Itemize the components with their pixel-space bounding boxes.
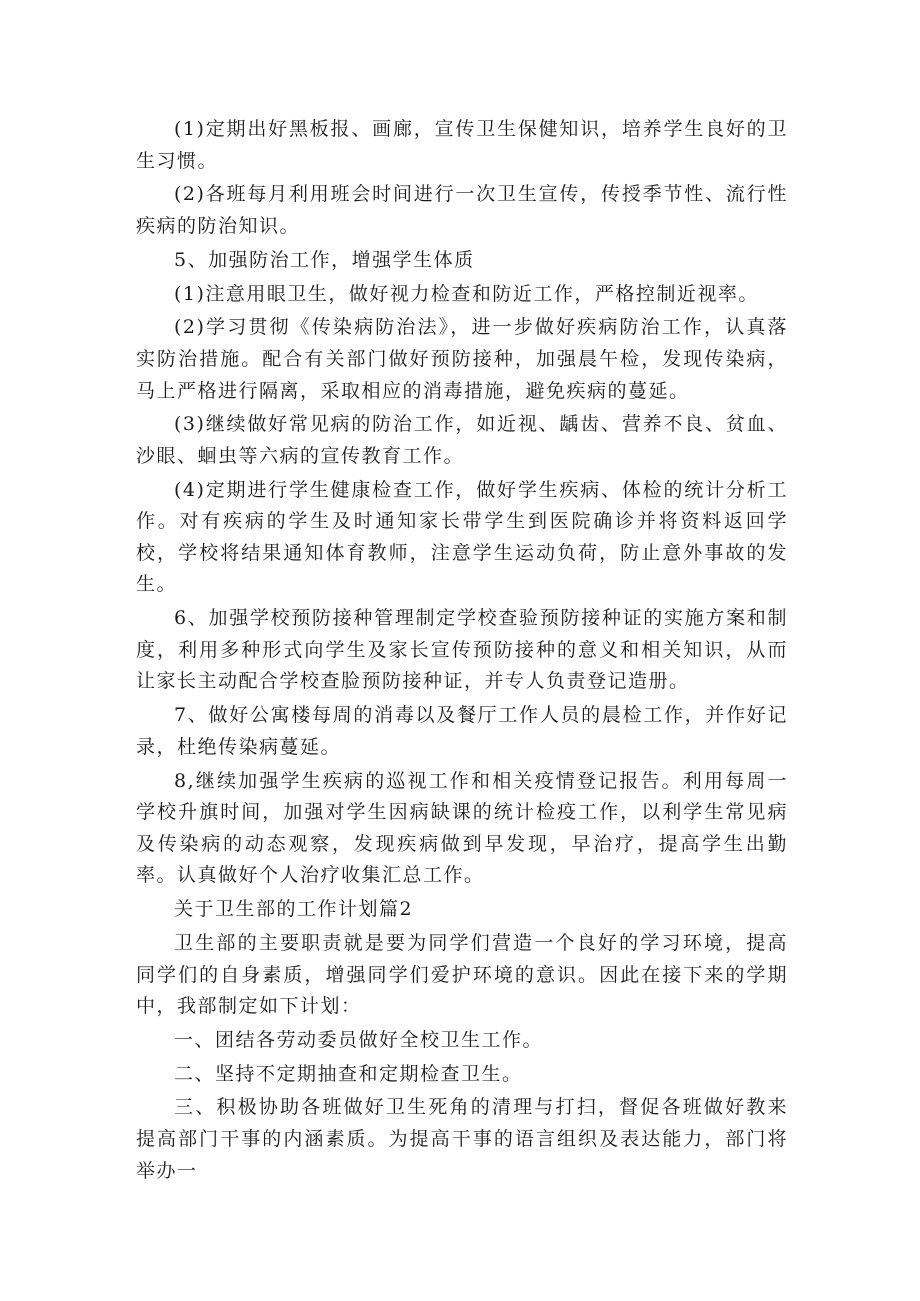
paragraph-plan-intro: 卫生部的主要职责就是要为同学们营造一个良好的学习环境，提高同学们的自身素质，增强同学们爱护环境的意识。因此在接下来的学期中，我部制定如下计划： [136,931,788,1018]
paragraph-item-8: 8,继续加强学生疾病的巡视工作和相关疫情登记报告。利用每周一学校升旗时间，加强对学生因病缺课的统计检疫工作，以利学生常见病及传染病的动态观察，发现疾病做到早发现，早治疗，提高学生出勤率。认真做好个人治疗收集汇总工作。 [136,769,788,887]
paragraph-plan-2: 二、坚持不定期抽查和定期检查卫生。 [174,1062,523,1085]
paragraph-prevention-1: (1)注意用眼卫生，做好视力检查和防近工作，严格控制近视率。 [174,282,759,305]
document-body [136,114,788,1189]
section-heading-5: 5、加强防治工作，增强学生体质 [174,248,475,271]
paragraph-item-6: 6、加强学校预防接种管理制定学校查验预防接种证的实施方案和制度，利用多种形式向学生及家长宣传预防接种的意义和相关知识，从而让家长主动配合学校查脸预防接种证，并专人负责登记造册。 [136,607,788,693]
paragraph-hygiene-1: (1)定期出好黑板报、画廊，宣传卫生保健知识，培养学生良好的卫生习惯。 [136,118,788,172]
paragraph-prevention-2: (2)学习贯彻《传染病防治法》，进一步做好疾病防治工作，认真落实防治措施。配合有关部门做好预防接种，加强晨午检，发现传染病，马上严格进行隔离，采取相应的消毒措施，避免疾病的蔓延。 [136,316,788,402]
paragraph-plan-1: 一、团结各劳动委员做好全校卫生工作。 [174,1028,544,1051]
paragraph-prevention-4: (4)定期进行学生健康检查工作，做好学生疾病、体检的统计分析工作。对有疾病的学生及时通知家长带学生到医院确诊并将资料返回学校，学校将结果通知体育教师，注意学生运动负荷，防止意外事故的发生。 [136,478,788,596]
paragraph-prevention-3: (3)继续做好常见病的防治工作，如近视、龋齿、营养不良、贫血、沙眼、蛔虫等六病的宣传教育工作。 [136,413,788,467]
paragraph-item-7: 7、做好公寓楼每周的消毒以及餐厅工作人员的晨检工作，并作好记录，杜绝传染病蔓延。 [136,704,788,758]
section-title-plan-2: 关于卫生部的工作计划篇2 [174,898,414,921]
paragraph-plan-3: 三、积极协助各班做好卫生死角的清理与打扫，督促各班做好教来提高部门干事的内涵素质。为提高干事的语言组织及表达能力，部门将举办一 [136,1096,788,1182]
paragraph-hygiene-2: (2)各班每月利用班会时间进行一次卫生宣传，传授季节性、流行性疾病的防治知识。 [136,183,788,237]
